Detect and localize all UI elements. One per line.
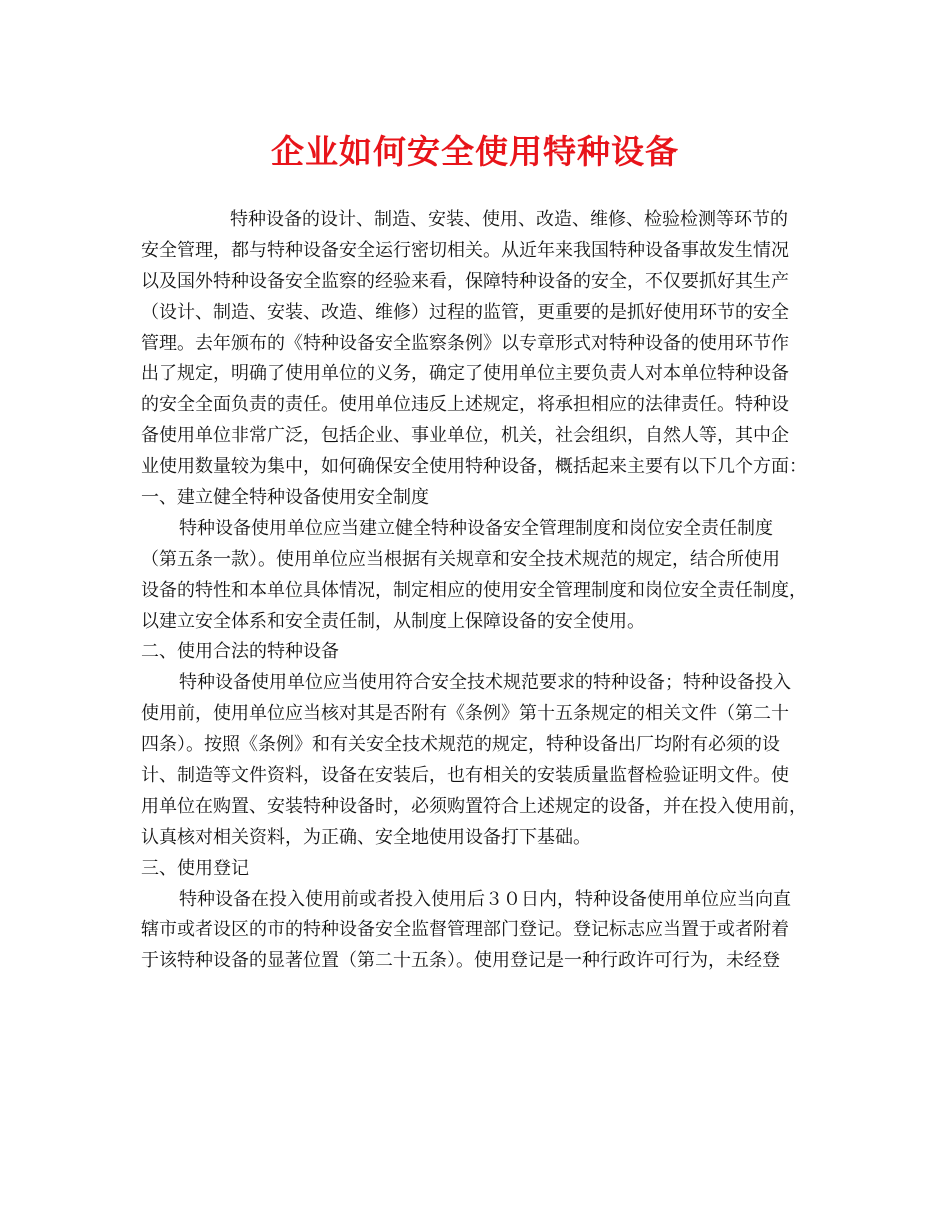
text-line: 管理。去年颁布的《特种设备安全监察条例》以专章形式对特种设备的使用环节作 [141, 332, 789, 354]
text-line: 特种设备在投入使用前或者投入使用后３０日内，特种设备使用单位应当向直 [179, 888, 791, 910]
text-line: 四条）。按照《条例》和有关安全技术规范的规定，特种设备出厂均附有必须的设 [141, 734, 780, 756]
text-line: 业使用数量较为集中，如何确保安全使用特种设备，概括起来主要有以下几个方面： [141, 456, 807, 478]
document-body [141, 205, 825, 977]
text-line: 特种设备使用单位应当使用符合安全技术规范要求的特种设备；特种设备投入 [179, 672, 791, 694]
text-line: 安全管理，都与特种设备安全运行密切相关。从近年来我国特种设备事故发生情况 [141, 239, 789, 261]
text-line: 的安全全面负责的责任。使用单位违反上述规定，将承担相应的法律责任。特种设 [141, 394, 789, 416]
text-line: 于该特种设备的显著位置（第二十五条）。使用登记是一种行政许可行为，未经登 [141, 950, 780, 972]
text-line: 使用前，使用单位应当核对其是否附有《条例》第十五条规定的相关文件（第二十 [141, 703, 789, 725]
section-heading: 二、使用合法的特种设备 [141, 641, 339, 663]
text-line: （第五条一款）。使用单位应当根据有关规章和安全技术规范的规定，结合所使用 [141, 548, 780, 570]
text-line: 用单位在购置、安装特种设备时，必须购置符合上述规定的设备，并在投入使用前， [141, 795, 807, 817]
text-line: （设计、制造、安装、改造、维修）过程的监管，更重要的是抓好使用环节的安全 [141, 301, 789, 323]
document-title: 企业如何安全使用特种设备 [271, 132, 679, 171]
text-line: 特种设备使用单位应当建立健全特种设备安全管理制度和岗位安全责任制度 [179, 517, 773, 539]
text-line: 辖市或者设区的市的特种设备安全监督管理部门登记。登记标志应当置于或者附着 [141, 919, 789, 941]
section-heading: 一、建立健全特种设备使用安全制度 [141, 487, 429, 509]
text-line: 以建立安全体系和安全责任制，从制度上保障设备的安全使用。 [141, 610, 645, 632]
text-line: 认真核对相关资料，为正确、安全地使用设备打下基础。 [141, 826, 591, 848]
text-line: 设备的特性和本单位具体情况，制定相应的使用安全管理制度和岗位安全责任制度， [141, 579, 807, 601]
text-line: 特种设备的设计、制造、安装、使用、改造、维修、检验检测等环节的 [230, 209, 788, 230]
text-line: 备使用单位非常广泛，包括企业、事业单位，机关，社会组织，自然人等，其中企 [141, 425, 789, 447]
section-heading: 三、使用登记 [141, 857, 249, 879]
text-line: 以及国外特种设备安全监察的经验来看，保障特种设备的安全，不仅要抓好其生产 [141, 270, 789, 292]
text-line: 计、制造等文件资料，设备在安装后，也有相关的安装质量监督检验证明文件。使 [141, 765, 789, 787]
text-line: 出了规定，明确了使用单位的义务，确定了使用单位主要负责人对本单位特种设备 [141, 363, 789, 385]
